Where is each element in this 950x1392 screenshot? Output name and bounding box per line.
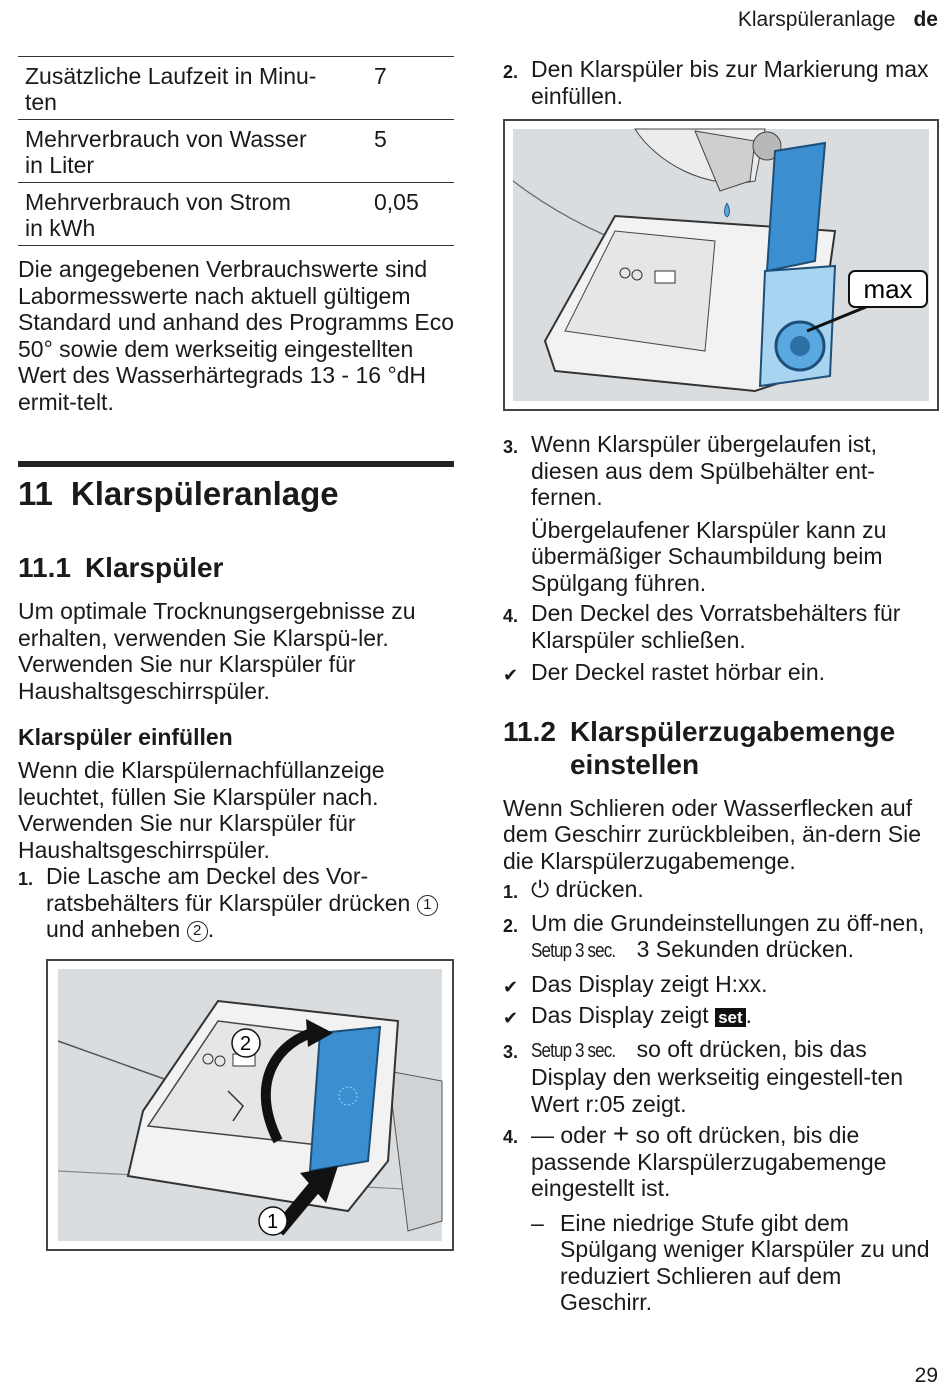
step-item (18, 863, 454, 943)
step-text (531, 1118, 939, 1202)
right-column (503, 56, 939, 1316)
step-number: 2. (503, 915, 519, 936)
table-cell-value: 5 (364, 120, 454, 183)
step-text-part: . (207, 916, 215, 942)
step-number: 4. (503, 606, 519, 626)
table-row (18, 57, 454, 120)
step-text-part: Um die Grundeinstellungen zu öff-nen, (531, 909, 925, 936)
table-cell-value: 0,05 (364, 183, 454, 246)
page-header (738, 8, 938, 32)
step-text-part: Das Display zeigt (531, 1002, 716, 1028)
subheading: Klarspüler einfüllen (18, 724, 233, 750)
step-text (46, 863, 454, 943)
step-text (531, 1036, 939, 1118)
step-text (531, 910, 939, 965)
intro-paragraph: Die angegebenen Verbrauchswerte sind Labormesswerte nach aktuell gültigem Standard und anhand des Programms Eco 50° sowie dem werkseitig eingestellten Wert des Wasserhärtegrads 13 - 16 °dH ermit-telt. (18, 256, 454, 415)
section-number: 11.1 (18, 552, 71, 583)
check-icon: ✔ (503, 1008, 519, 1028)
step-text-part: drücken. (549, 876, 644, 902)
table-cell-value: 7 (364, 57, 454, 120)
bullet-text: Eine niedrige Stufe gibt dem Spülgang weniger Klarspüler zu und reduziert Schlieren auf dem Geschirr. (560, 1209, 930, 1315)
step-number: 3. (503, 1041, 519, 1062)
callout-2-icon: 2 (187, 921, 208, 942)
figure-callout-2: 2 (240, 1032, 252, 1055)
chapter-title: Klarspüleranlage (70, 475, 339, 512)
step-item (503, 431, 939, 511)
step-number: 1. (18, 869, 34, 889)
minus-icon: — (531, 1122, 554, 1148)
paragraph: Um optimale Trocknungsergebnisse zu erhalten, verwenden Sie Klarspü-ler. (18, 598, 416, 651)
header-language: de (913, 8, 938, 31)
power-icon: ⏻ (531, 876, 550, 902)
step-number: 3. (503, 437, 519, 457)
plus-icon: + (612, 1118, 630, 1149)
result-text: Der Deckel rastet hörbar ein. (531, 659, 826, 685)
result-text: Das Display zeigt H:xx. (531, 970, 768, 997)
section-title-line: Klarspülerzugabemenge (569, 715, 896, 747)
paragraph: Wenn die Klarspülernachfüllanzeige leuchtet, füllen Sie Klarspüler nach. (18, 757, 385, 810)
section-title: Klarspüler (84, 552, 224, 583)
section-heading-11-1 (18, 551, 454, 584)
page-number: 29 (914, 1364, 938, 1387)
dash-icon: – (531, 1209, 544, 1236)
step-item (503, 910, 939, 965)
left-column (18, 56, 454, 1251)
section-heading-11-2 (503, 715, 939, 781)
figure-open-lid (46, 959, 454, 1251)
consumption-table (18, 56, 454, 246)
section-title-line: einstellen (569, 748, 700, 780)
paragraph: Wenn Schlieren oder Wasserflecken auf dem Geschirr zurückbleiben, än-dern Sie die Klarspülerzugabemenge. (503, 794, 922, 874)
step-number: 1. (503, 882, 519, 902)
dispenser-open-illustration (48, 961, 452, 1249)
max-label: max (863, 274, 913, 304)
display-set-badge: set (715, 1008, 746, 1027)
result-item (503, 659, 939, 689)
section-title (570, 715, 895, 781)
bullet-item (503, 1210, 939, 1316)
step-item (503, 1036, 939, 1118)
dispenser-fill-illustration (505, 121, 937, 409)
section-number: 11.2 (503, 715, 556, 747)
step-text: Wenn Klarspüler übergelaufen ist, diesen aus dem Spülbehälter ent-fernen. (531, 431, 878, 510)
figure-callout-1: 1 (267, 1210, 279, 1233)
setup-button-label: Setup 3 sec. (531, 1039, 616, 1062)
chapter-number: 11 (18, 475, 53, 512)
table-row (18, 183, 454, 246)
result-item (503, 1002, 939, 1032)
check-icon: ✔ (503, 665, 519, 685)
step-item (503, 876, 939, 906)
step-text (531, 876, 939, 906)
setup-button-label: Setup 3 sec. (531, 940, 616, 962)
step-text-part: so oft drücken, bis das Display den werkseitig eingestell-ten Wert r:05 zeigt. (531, 1035, 904, 1117)
step-text-part: Die Lasche am Deckel des Vor-ratsbehälters für Klarspüler drücken (46, 863, 417, 916)
step-text-part: und anheben (46, 916, 187, 942)
chapter-heading (18, 461, 454, 513)
step-item (503, 56, 939, 109)
callout-1-icon: 1 (417, 895, 438, 916)
step-item (503, 600, 939, 653)
step-text: Den Deckel des Vorratsbehälters für Klarspüler schließen. (531, 600, 901, 653)
table-cell-label: Zusätzliche Laufzeit in Minu- ten (18, 57, 364, 120)
step-text-part: . (745, 1002, 753, 1028)
step-text-part: oder (554, 1122, 613, 1148)
paragraph: Verwenden Sie nur Klarspüler für Haushaltsgeschirrspüler. (18, 651, 356, 704)
table-cell-label: Mehrverbrauch von Strom in kWh (18, 183, 364, 246)
result-item (503, 971, 939, 1001)
step-note: Übergelaufener Klarspüler kann zu übermäßiger Schaumbildung beim Spülgang führen. (531, 516, 887, 596)
step-number: 4. (503, 1127, 519, 1147)
step-text-part: so oft drücken, bis die passende Klarspülerzugabemenge eingestellt ist. (531, 1122, 887, 1201)
step-text: Den Klarspüler bis zur Markierung max einfüllen. (531, 56, 929, 109)
step-number: 2. (503, 62, 519, 82)
step-item (503, 1118, 939, 1202)
table-cell-label: Mehrverbrauch von Wasser in Liter (18, 120, 364, 183)
step-text-part: 3 Sekunden drücken. (630, 936, 854, 962)
table-row (18, 120, 454, 183)
result-text (531, 1002, 939, 1032)
check-icon: ✔ (503, 976, 519, 997)
figure-fill-max (503, 119, 939, 411)
paragraph: Verwenden Sie nur Klarspüler für Haushaltsgeschirrspüler. (18, 810, 356, 863)
header-section: Klarspüleranlage (737, 8, 896, 31)
